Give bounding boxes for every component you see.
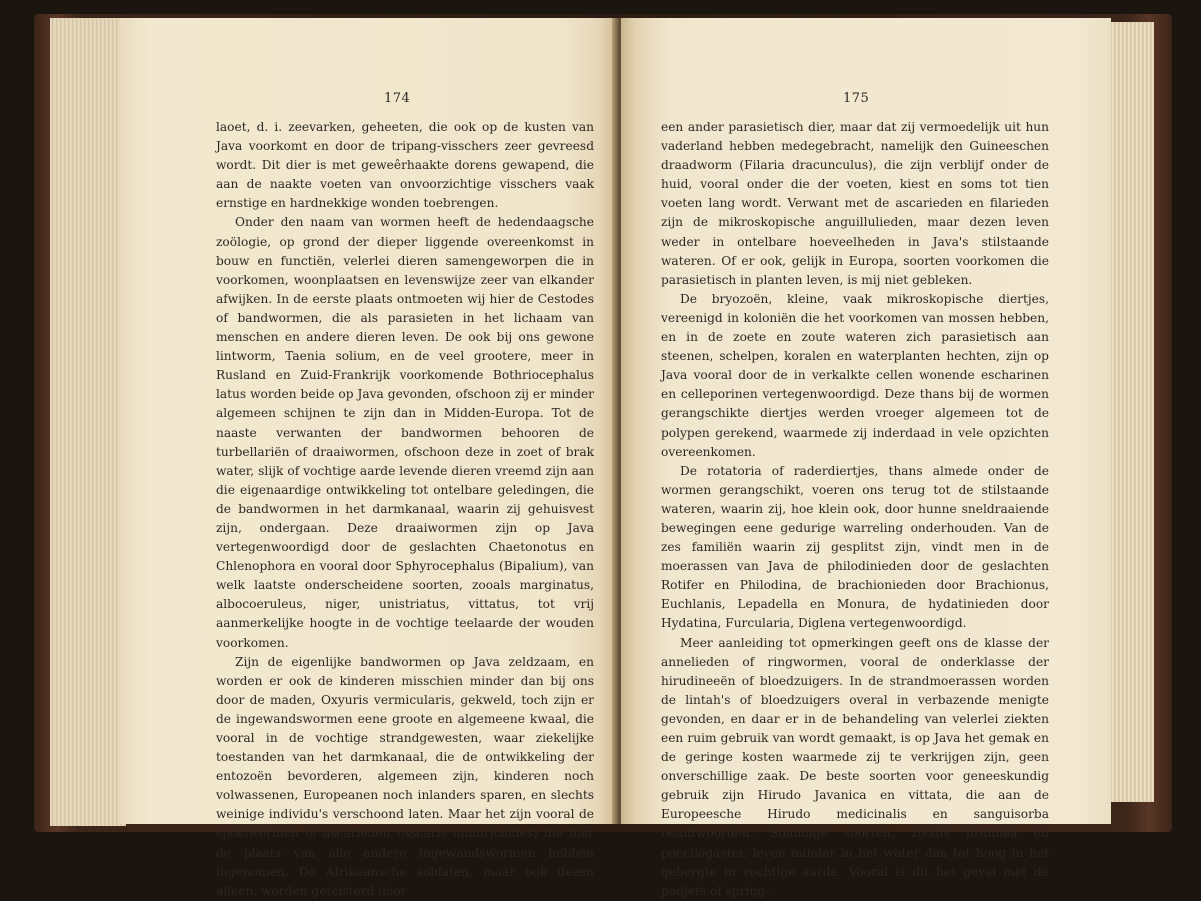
- page-edges-right: [1108, 22, 1154, 802]
- paragraph: De bryozoën, kleine, vaak mikroskopische diertjes, vereenigd in koloniën die het voorkomen van mossen hebben, en in de zoete en zoute wateren zich parasietisch aan steenen, schelpen, koralen en waterplanten hechten, zijn op Java vooral door de in verkalkte cellen wonende escharinen en celleporinen vertegenwoordigd. Deze thans bij de wormen gerangschikte diertjes werden vroeger algemeen tot de polypen gerekend, waarmede zij inderdaad in vele opzichten overeenkomen.: [661, 291, 1049, 459]
- right-page: [621, 18, 1111, 898]
- paragraph: laoet, d. i. zeevarken, geheeten, die ook op de kusten van Java voorkomt en door de tripang-visschers zeer gevreesd wordt. Dit dier is met geweêrhaakte dorens gewapend, die aan de naakte voeten van onvoorzichtige visschers vaak ernstige en hardnekkige wonden toebrengen.: [216, 120, 594, 211]
- paragraph: Zijn de eigenlijke bandwormen op Java zeldzaam, en worden er ook de kinderen misschien minder dan bij ons door de maden, Oxyuris vermicularis, gekweld, toch zijn er de ingewandswormen eene groote en algemeene kwaal, die vooral in de vochtige strandgewesten, waar ziekelijke toestanden van het darmkanaal, die de ontwikkeling der entozoën bevorderen, algemeen zijn, kinderen noch volwassenen, Europeanen noch inlanders sparen, en slechts weinige individu's verschoond laten. Maar het zijn vooral de spoelwormen of ascarieden (Ascaris lumbricoïdes) die hier de plaats van alle andere ingewandswormen hebben ingenomen. De Afrikaansche soldaten, maar ook dezen alleen, worden geteisterd door: [216, 654, 594, 898]
- page-edges-left: [50, 18, 126, 826]
- left-page-text: [216, 118, 594, 901]
- left-page-number: 174: [384, 91, 411, 106]
- right-page-text: [661, 118, 1049, 901]
- paragraph: een ander parasietisch dier, maar dat zij vermoedelijk uit hun vaderland hebben medegebracht, namelijk den Guineeschen draadworm (Filaria dracunculus), die zijn verblijf onder de huid, vooral onder die der voeten, kiest en soms tot tien voeten lang wordt. Verwant met de ascarieden en filarieden zijn de mikroskopische anguillulieden, maar dezen leven weder in ontelbare hoeveelheden in Java's stilstaande wateren. Of er ook, gelijk in Europa, soorten voorkomen die parasietisch in planten leven, is mij niet gebleken.: [661, 120, 1049, 287]
- left-page: [120, 18, 618, 898]
- right-page-number: 175: [843, 91, 870, 106]
- paragraph: Meer aanleiding tot opmerkingen geeft ons de klasse der annelieden of ringwormen, vooral de onderklasse der hirudineeën of bloedzuigers. In de strandmoerassen worden de lintah's of bloedzuigers overal in verbazende menigte gevonden, en daar er in de behandeling van velerlei ziekten een ruim gebruik van wordt gemaakt, is op Java het gemak en de geringe kosten waarmede zij te verkrijgen zijn, geen onverschillige zaak. De beste soorten voor geneeskundig gebruik zijn Hirudo Javanica en vittata, die aan de Europeesche Hirudo medicinalis en sanguisorba beantwoorden. Sommige soorten, zooals brunnea en poecilogaster, leven minder in het water dan tot hoog in het gebergte in vochtige aarde. Vooral is dit het geval met de padjets of spring-: [661, 635, 1049, 898]
- paragraph: De rotatoria of raderdiertjes, thans almede onder de wormen gerangschikt, voeren ons terug tot de stilstaande wateren, waarin zij, hoe klein ook, door hunne sneldraaiende bewegingen eene gedurige warreling onderhouden. Van de zes familiën waarin zij gesplitst zijn, vindt men in de moerassen van Java de philodinieden door de geslachten Rotifer en Philodina, de brachionieden door Brachionus, Euchlanis, Lepadella en Monura, de hydatinieden door Hydatina, Furcularia, Diglena vertegenwoordigd.: [661, 463, 1049, 631]
- paragraph: Onder den naam van wormen heeft de hedendaagsche zoölogie, op grond der dieper liggende overeenkomst in bouw en functiën, velerlei dieren samengeworpen die in voorkomen, woonplaatsen en levenswijze zeer van elkander afwijken. In de eerste plaats ontmoeten wij hier de Cestodes of bandwormen, die als parasieten in het lichaam van menschen en andere dieren leven. De ook bij ons gewone lintworm, Taenia solium, en de veel grootere, meer in Rusland en Zuid-Frankrijk voorkomende Bothriocephalus latus worden beide op Java gevonden, ofschoon zij er minder algemeen schijnen te zijn dan in Midden-Europa. Tot de naaste verwanten der bandwormen behooren de turbellariën of draaiwormen, ofschoon deze in zoet of brak water, slijk of vochtige aarde levende dieren vreemd zijn aan die eigenaardige ontwikkeling tot ontelbare geledingen, die de bandwormen in het darmkanaal, waarin zij gehuisvest zijn, ondergaan. Deze draaiwormen zijn op Java vertegenwoordigd door de geslachten Chaetonotus en Chlenophora en vooral door Sphyrocephalus (Bipalium), van welk laatste onderscheidene soorten, zooals marginatus, albocoeruleus, niger, unistriatus, vittatus, tot vrij aanmerkelijke hoogte in de vochtige teelaarde der wouden voorkomen.: [216, 215, 594, 650]
